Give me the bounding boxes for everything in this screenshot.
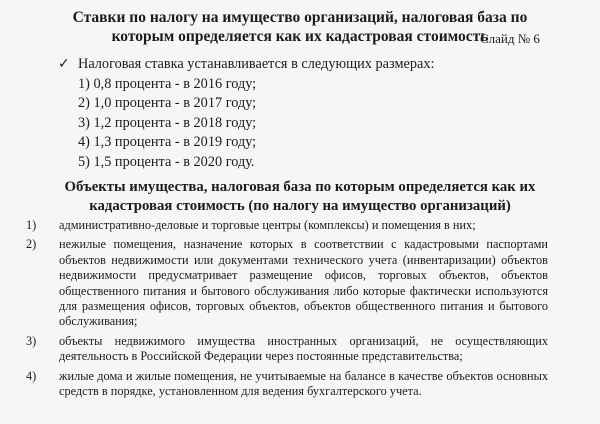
list-item [26, 334, 548, 365]
list-item [26, 237, 548, 329]
rate-section [58, 55, 434, 172]
rate-item: 5) 1,5 процента - в 2020 году. [78, 153, 255, 170]
list-item [26, 369, 548, 400]
rate-item: 3) 1,2 процента - в 2018 году; [78, 114, 257, 131]
objects-list [26, 218, 548, 403]
rate-item: 1) 0,8 процента - в 2016 году; [78, 75, 257, 92]
list-item-text: нежилые помещения, назначение которых в соответствии с кадастровыми паспортами объектов недвижимости или документами технического учета (инвентаризации) объектов недвижимости предусматривает размещение офисов, торговых объектов, объектов общественного питания и бытового обслуживания либо которые фактически используются для размещения офисов, торговых объектов, объектов общественного питания и бытового обслуживания; [59, 237, 548, 329]
rate-intro [58, 55, 434, 75]
page-title: Ставки по налогу на имущество организаций, налоговая база по которым определяется как их кадастровая стоимость [72, 9, 528, 45]
rate-item: 2) 1,0 процента - в 2017 году; [78, 95, 257, 111]
list-item-number: 3) [26, 333, 37, 348]
list-item-number: 4) [26, 368, 37, 383]
rate-item: 4) 1,3 процента - в 2019 году; [78, 134, 257, 150]
list-item-number: 2) [26, 237, 37, 252]
slide-number: Слайд № 6 [480, 31, 540, 46]
rate-list [58, 75, 434, 173]
list-item-text: административно-деловые и торговые центры (комплексы) и помещения в них; [59, 218, 476, 232]
list-item-number: 1) [26, 218, 37, 232]
check-icon: ✓ [58, 56, 70, 72]
list-item-text: жилые дома и жилые помещения, не учитываемые на балансе в качестве объектов основных средств в порядке, установленном для ведения бухгалтерского учета. [59, 368, 548, 399]
list-item [26, 218, 548, 233]
list-item-text: объекты недвижимого имущества иностранных организаций, не осуществляющих деятельность в Российской Федерации через постоянные представительства; [59, 333, 548, 364]
rate-intro-text: Налоговая ставка устанавливается в следующих размерах: [78, 56, 435, 72]
objects-title: Объекты имущества, налоговая база по которым определяется как их кадастровая стоимость (по налогу на имущество организаций) [64, 179, 536, 214]
